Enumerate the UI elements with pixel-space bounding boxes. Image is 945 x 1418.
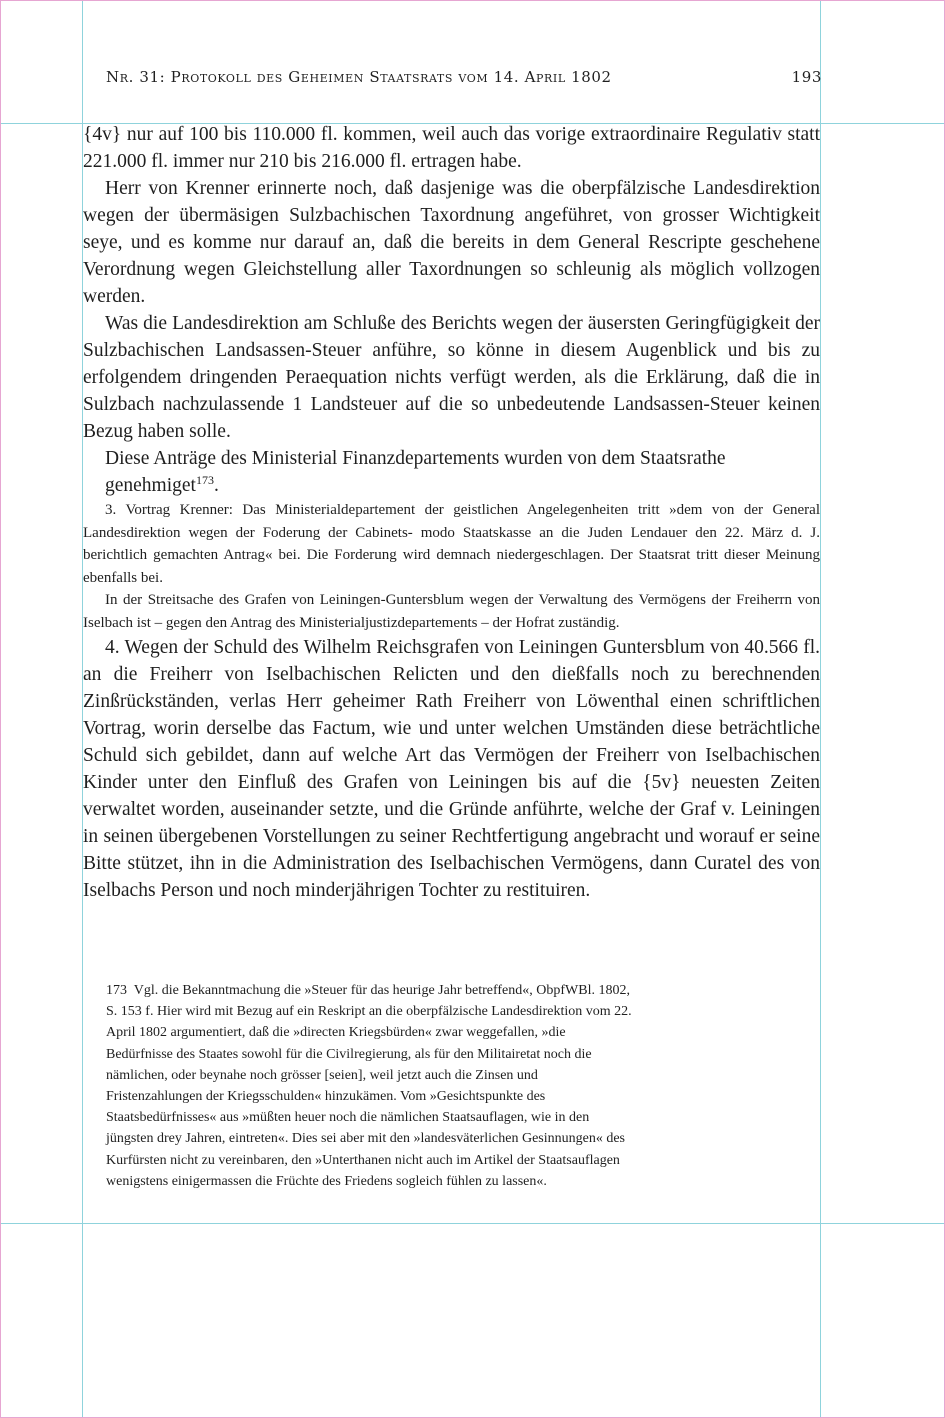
- margin-guide-right: [820, 0, 821, 1418]
- running-head: [106, 68, 822, 90]
- footnote-reference[interactable]: 173: [195, 473, 214, 487]
- paragraph-with-footnote: [83, 445, 820, 499]
- running-head-title: Nr. 31: Protokoll des Geheimen Staatsrats vom 14. April 1802: [106, 68, 612, 86]
- footnote-text: Vgl. die Bekanntmachung die »Steuer für das heurige Jahr betreffend«, ObpfWBl. 1802, S. 153 f. Hier wird mit Bezug auf ein Reskript an die oberpfälzische Landesdirektion vom 22. April 1802 argumentiert, daß die »directen Kriegsbürden« zwar weggefallen, »die Bedürfnisse des Staates sowohl für die Civilregierung, als für den Militairetat noch die nämlichen, oder beynahe noch grösser [seien], weil jetzt auch die Zinsen und Fristenzahlungen der Kriegsschulden« hinzukämen. Vom »Gesichtspunkte des Staatsbedürfnisses« aus »müßten heuer noch die nämlichen Staatsauflagen, wie in den jüngsten drey Jahren, eintreten«. Dies sei aber mit den »landesväterlichen Gesinnungen« des Kurfürsten nicht zu vereinbaren, den »Unterthanen nicht auch im Artikel der Staatsauflagen wenigstens einigermassen die Früchte des Friedens sogleich fühlen zu lassen«.: [106, 983, 635, 1189]
- body-text: [83, 121, 820, 904]
- page-number: 193: [791, 68, 822, 86]
- paragraph-end: .: [213, 475, 219, 496]
- paragraph: 4. Wegen der Schuld des Wilhelm Reichsgrafen von Leiningen Guntersblum von 40.566 fl. an die Freiherr von Iselbachischen Relicten und den dießfalls noch zu berechnenden Zinßrückständen, verlas Herr geheimer Rath Freiherr von Löwenthal einen schriftlichen Vortrag, worin derselbe das Factum, wie und unter welchen Umständen diese beträchtliche Schuld sich gebildet, dann auf welche Art das Vermögen der Freiherr von Iselbachischen Kinder unter den Einfluß des Grafen von Leiningen bis auf die {5v} neuesten Zeiten verwaltet worden, auseinander setzte, und die Gründe anführte, welche der Graf v. Leiningen in seinen übergebenen Vorstellungen zu seiner Rechtfertigung angebracht und worauf er seine Bitte stützet, ihn in die Administration des Iselbachischen Vermögens, dann Curatel des von Iselbachs Person und noch minderjährigen Tochter zu restituiren.: [83, 637, 820, 901]
- paragraph: Was die Landesdirektion am Schluße des Berichts wegen der äusersten Geringfügigkeit der Sulzbachischen Landsassen-Steuer anführe, so könne in diesem Augenblick und bis zu erfolgendem dringenden Peraequation nichts verfügt werden, als die Erklärung, daß die in Sulzbach nachzulassende 1 Landsteuer auf die so unbedeutende Landsassen-Steuer keinen Bezug haben solle.: [83, 313, 820, 442]
- paragraph: {4v} nur auf 100 bis 110.000 fl. kommen, weil auch das vorige extraordinaire Regulativ statt 221.000 fl. immer nur 210 bis 216.000 fl. ertragen habe.: [83, 124, 820, 172]
- summary-paragraph: In der Streitsache des Grafen von Leiningen-Guntersblum wegen der Verwaltung des Vermögens der Freiherrn von Iselbach ist – gegen den Antrag des Ministerialjustizdepartements – der Hofrat zuständig.: [83, 592, 820, 631]
- footnote: [106, 980, 636, 1192]
- summary-paragraph: 3. Vortrag Krenner: Das Ministerialdepartement der geistlichen Angelegenheiten tritt »dem von der General Landesdirektion wegen der Foderung der Cabinets- modo Staatskasse an die Juden Lendauer den 22. März d. J. berichtlich gemachten Antrag« bei. Die Forderung wird demnach niedergeschlagen. Der Staatsrat tritt dieser Meinung ebenfalls bei.: [83, 502, 820, 586]
- paragraph-text: Diese Anträge des Ministerial Finanzdepartements wurden von dem Staatsrathe genehmiget: [105, 448, 726, 496]
- margin-guide-bottom: [0, 1223, 945, 1224]
- paragraph: Herr von Krenner erinnerte noch, daß dasjenige was die oberpfälzische Landesdirektion wegen der übermäsigen Sulzbachischen Taxordnung angeführet, von grosser Wichtigkeit seye, und es komme nur darauf an, daß die bereits in dem General Rescripte geschehene Verordnung wegen Gleichstellung aller Taxordnungen so schleunig als möglich vollzogen werden.: [83, 178, 820, 307]
- footnote-number: 173: [106, 983, 127, 998]
